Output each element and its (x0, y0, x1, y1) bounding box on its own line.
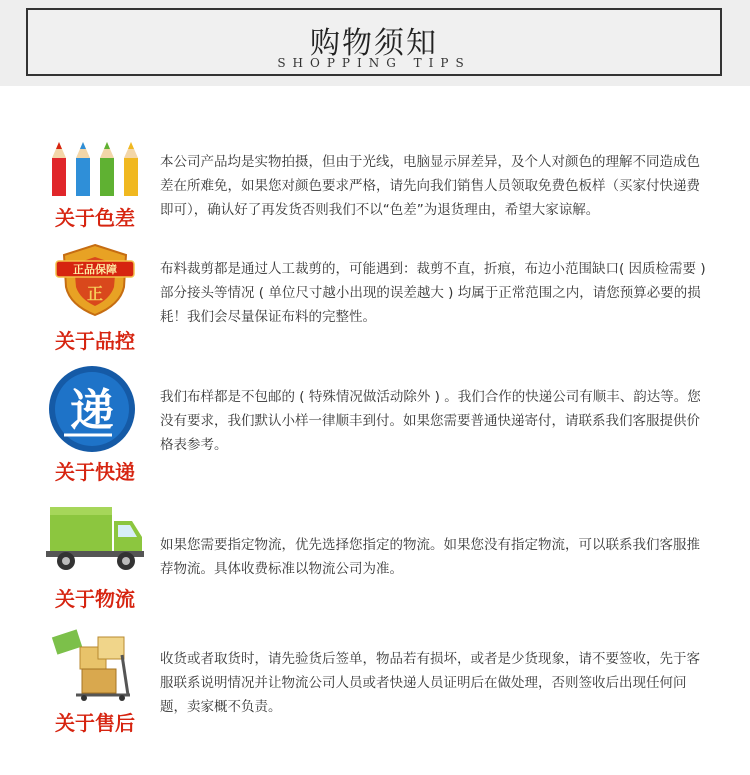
header-band (0, 0, 750, 86)
section-caption: 关于品控 (55, 329, 135, 353)
express-delivery-icon (42, 365, 148, 441)
boxes-on-cart-icon (42, 625, 148, 701)
section-text: 本公司产品均是实物拍摄，但由于光线，电脑显示屏差异，及个人对颜色的理解不同造成色差在所难免，如果您对颜色要求严格，请先向我们销售人员领取免费色板样（买家付快递费即可），确认好了再发货否则我们不以“色差”为退货理由，希望大家谅解。 (160, 154, 700, 218)
section-text: 我们布样都是不包邮的 ( 特殊情况做活动除外 ) 。我们合作的快递公司有顺丰、韵达等。您没有要求，我们默认小样一律顺丰到付。如果您需要普通快递寄付，请联系我们客服提供价格表参考。 (160, 389, 701, 453)
section-text: 如果您需要指定物流，优先选择您指定的物流。如果您没有指定物流，可以联系我们客服推荐物流。具体收费标准以物流公司为准。 (160, 537, 700, 577)
section-caption: 关于物流 (55, 587, 135, 611)
badge-mark: 正 (86, 284, 104, 303)
section-caption: 关于色差 (55, 206, 135, 230)
quality-shield-badge-icon (42, 243, 148, 319)
badge-label: 正品保障 (73, 263, 117, 276)
page-subtitle: SHOPPING TIPS (277, 56, 471, 70)
page-title: 购物须知 (310, 26, 438, 61)
section-text: 布料裁剪都是通过人工裁剪的，可能遇到：裁剪不直，折痕，布边小范围缺口( 因质检需要 ) 部分接头等情况 ( 单位尺寸越小出现的误差越大 ) 均属于正常范围之内，请您预算必要的损耗！我们会尽量保证布料的完整性。 (160, 261, 706, 325)
title-box (26, 8, 722, 76)
badge-mark: 递 (70, 385, 114, 436)
section-caption: 关于快递 (55, 460, 135, 484)
section-text: 收货或者取货时，请先验货后签单，物品若有损坏，或者是少货现象，请不要签收，先于客服联系说明情况并让物流公司人员或者快递人员证明后在做处理，否则签收后出现任何问题，卖家概不负责。 (160, 651, 700, 715)
delivery-truck-icon (42, 503, 148, 579)
section-caption: 关于售后 (55, 711, 135, 735)
